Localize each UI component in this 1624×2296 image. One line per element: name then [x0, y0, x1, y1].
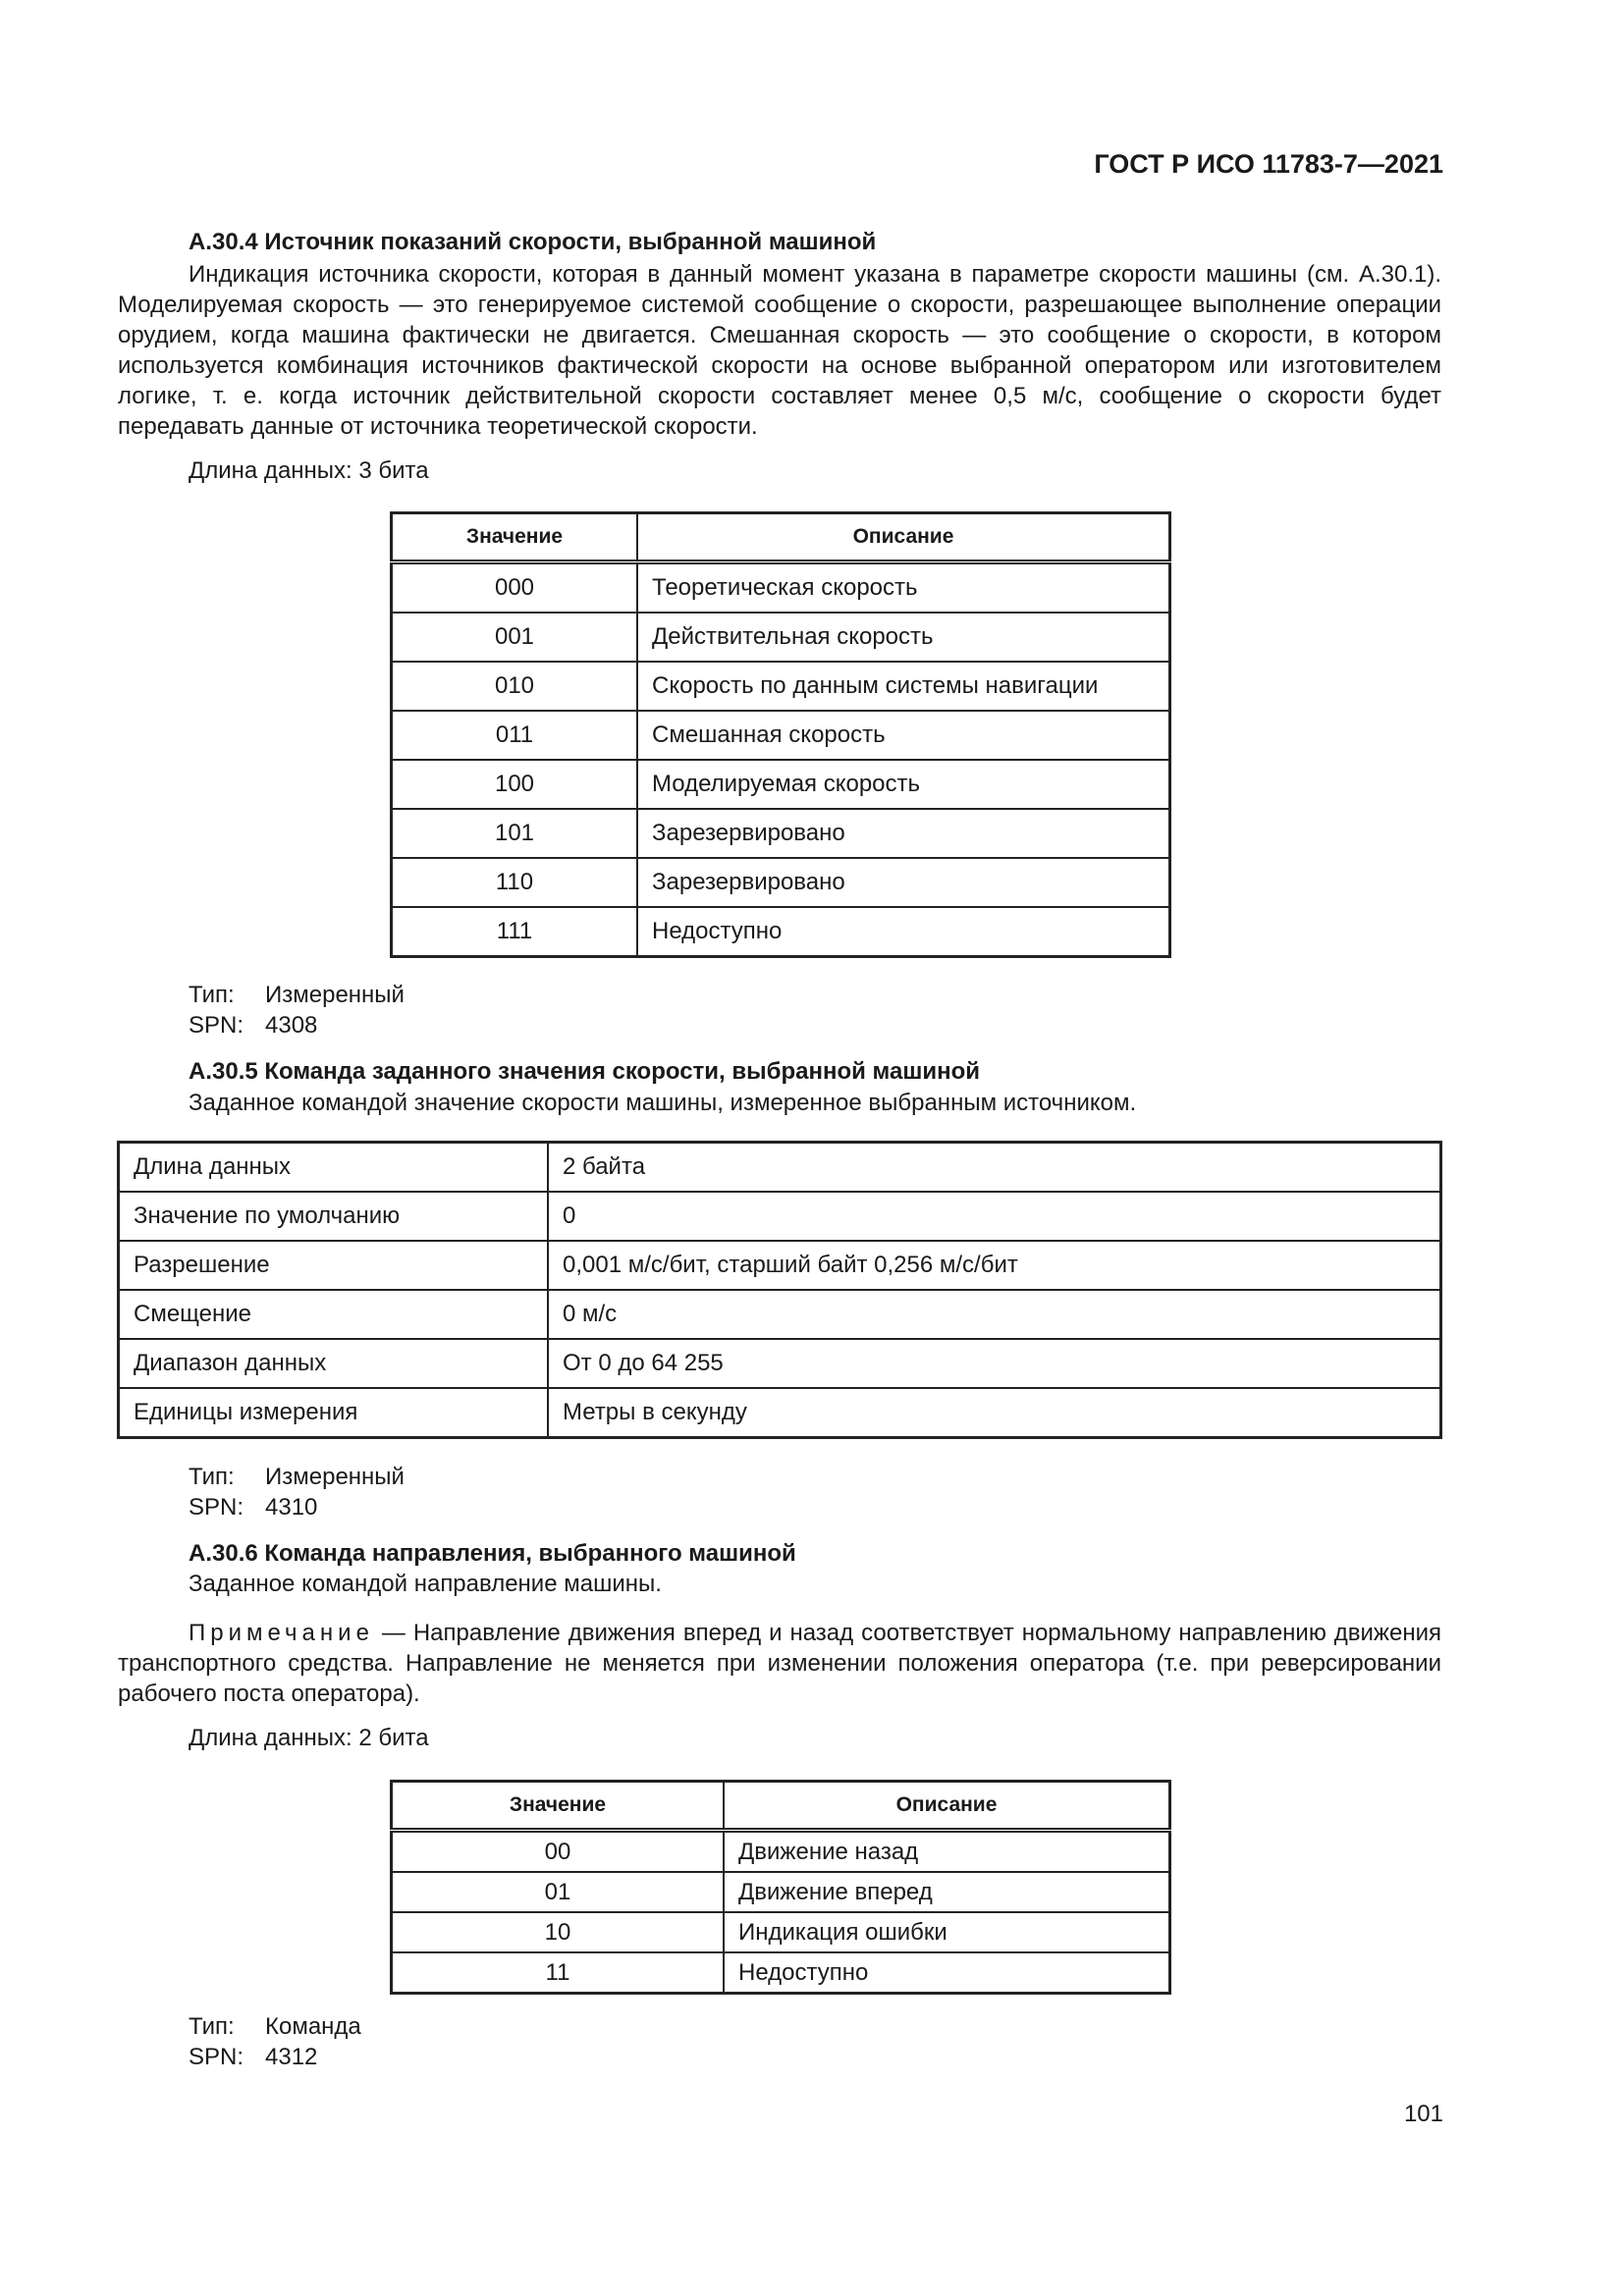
- description-cell: Теоретическая скорость: [637, 562, 1170, 614]
- type-value: Измеренный: [265, 1464, 405, 1490]
- parameters-table: [117, 1141, 1442, 1439]
- value-cell: 101: [392, 809, 638, 858]
- type-line: [189, 2013, 361, 2041]
- table-row: [392, 907, 1170, 957]
- parameter-name: Единицы измерения: [119, 1388, 549, 1438]
- note-label: Примечание: [189, 1620, 374, 1646]
- column-header: Описание: [637, 513, 1170, 562]
- type-label: Тип:: [189, 2013, 235, 2040]
- value-cell: 01: [392, 1872, 725, 1912]
- value-cell: 011: [392, 711, 638, 760]
- table-row: [392, 562, 1170, 614]
- description-cell: Движение назад: [724, 1831, 1170, 1873]
- value-cell: 10: [392, 1912, 725, 1952]
- table-row: [392, 613, 1170, 662]
- values-table: [390, 1780, 1171, 1995]
- description-cell: Скорость по данным системы навигации: [637, 662, 1170, 711]
- values-table: [390, 511, 1171, 958]
- spn-value: 4312: [265, 2044, 318, 2070]
- spn-value: 4310: [265, 1494, 318, 1521]
- description-cell: Движение вперед: [724, 1872, 1170, 1912]
- table-row: [392, 662, 1170, 711]
- table-row: [119, 1192, 1441, 1241]
- value-cell: 110: [392, 858, 638, 907]
- table-row: [392, 858, 1170, 907]
- paragraph-text: Индикация источника скорости, которая в данный момент указана в параметре скорости машины (см. А.30.1). Моделируемая скорость — это генерируемое системой сообщение о скорости, разрешающее выполнение операции орудием, когда машина фактически не двигается. Смешанная скорость — это сообщение о скорости, в котором используется комбинация источников фактической скорости на основе выбранной оператором или изготовителем логике, т. е. когда источник действительной скорости составляет менее 0,5 м/с, сообщение о скорости будет передавать данные от источника теоретической скорости.: [118, 261, 1441, 440]
- table-row: [392, 1831, 1170, 1873]
- table-row: [392, 711, 1170, 760]
- type-value: Команда: [265, 2013, 361, 2040]
- note-text: — Направление движения вперед и назад соответствует нормальному направлению движения транспортного средства. Направление не меняется при изменении положения оператора (т.е. при реверсировании рабочего поста оператора).: [118, 1620, 1441, 1707]
- parameter-value: От 0 до 64 255: [548, 1339, 1441, 1388]
- section-title: А.30.5 Команда заданного значения скорости, выбранной машиной: [189, 1058, 980, 1085]
- table-row: [392, 760, 1170, 809]
- paragraph: [118, 259, 1441, 442]
- value-cell: 111: [392, 907, 638, 957]
- spn-line: [189, 1012, 317, 1040]
- document-header: ГОСТ Р ИСО 11783-7—2021: [1094, 149, 1443, 179]
- column-header: Описание: [724, 1782, 1170, 1831]
- section-title: А.30.4 Источник показаний скорости, выбранной машиной: [189, 229, 877, 255]
- table-row: [392, 1912, 1170, 1952]
- spn-value: 4308: [265, 1012, 318, 1039]
- parameter-name: Значение по умолчанию: [119, 1192, 549, 1241]
- parameter-name: Разрешение: [119, 1241, 549, 1290]
- parameter-name: Длина данных: [119, 1143, 549, 1193]
- description-cell: Индикация ошибки: [724, 1912, 1170, 1952]
- table-row: [392, 1872, 1170, 1912]
- table-row: [119, 1241, 1441, 1290]
- table-row: [119, 1143, 1441, 1193]
- table-row: [119, 1388, 1441, 1438]
- description-cell: Действительная скорость: [637, 613, 1170, 662]
- parameter-name: Смещение: [119, 1290, 549, 1339]
- value-cell: 000: [392, 562, 638, 614]
- description-cell: Недоступно: [637, 907, 1170, 957]
- section-title: А.30.6 Команда направления, выбранного машиной: [189, 1540, 796, 1567]
- type-label: Тип:: [189, 982, 235, 1008]
- parameter-value: 0,001 м/с/бит, старший байт 0,256 м/с/бит: [548, 1241, 1441, 1290]
- spn-label: SPN:: [189, 1494, 244, 1521]
- note: [118, 1618, 1441, 1709]
- type-line: [189, 982, 405, 1009]
- parameter-value: Метры в секунду: [548, 1388, 1441, 1438]
- description-cell: Зарезервировано: [637, 858, 1170, 907]
- description-cell: Недоступно: [724, 1952, 1170, 1994]
- column-header: Значение: [392, 513, 638, 562]
- page-number: 101: [1403, 2101, 1443, 2127]
- parameter-value: 0 м/с: [548, 1290, 1441, 1339]
- table-row: [119, 1339, 1441, 1388]
- value-cell: 001: [392, 613, 638, 662]
- type-line: [189, 1464, 405, 1491]
- spn-line: [189, 1494, 317, 1522]
- spn-line: [189, 2044, 317, 2071]
- description-cell: Смешанная скорость: [637, 711, 1170, 760]
- table-row: [119, 1290, 1441, 1339]
- column-header: Значение: [392, 1782, 725, 1831]
- spn-label: SPN:: [189, 1012, 244, 1039]
- spn-label: SPN:: [189, 2044, 244, 2070]
- value-cell: 010: [392, 662, 638, 711]
- parameter-name: Диапазон данных: [119, 1339, 549, 1388]
- type-label: Тип:: [189, 1464, 235, 1490]
- value-cell: 00: [392, 1831, 725, 1873]
- parameter-value: 2 байта: [548, 1143, 1441, 1193]
- data-length: Длина данных: 2 бита: [189, 1725, 429, 1751]
- parameter-value: 0: [548, 1192, 1441, 1241]
- paragraph: Заданное командой значение скорости машины, измеренное выбранным источником.: [189, 1090, 1137, 1116]
- paragraph: Заданное командой направление машины.: [189, 1571, 662, 1597]
- table-row: [392, 809, 1170, 858]
- value-cell: 11: [392, 1952, 725, 1994]
- value-cell: 100: [392, 760, 638, 809]
- data-length: Длина данных: 3 бита: [189, 457, 429, 484]
- table-row: [392, 1952, 1170, 1994]
- type-value: Измеренный: [265, 982, 405, 1008]
- description-cell: Зарезервировано: [637, 809, 1170, 858]
- description-cell: Моделируемая скорость: [637, 760, 1170, 809]
